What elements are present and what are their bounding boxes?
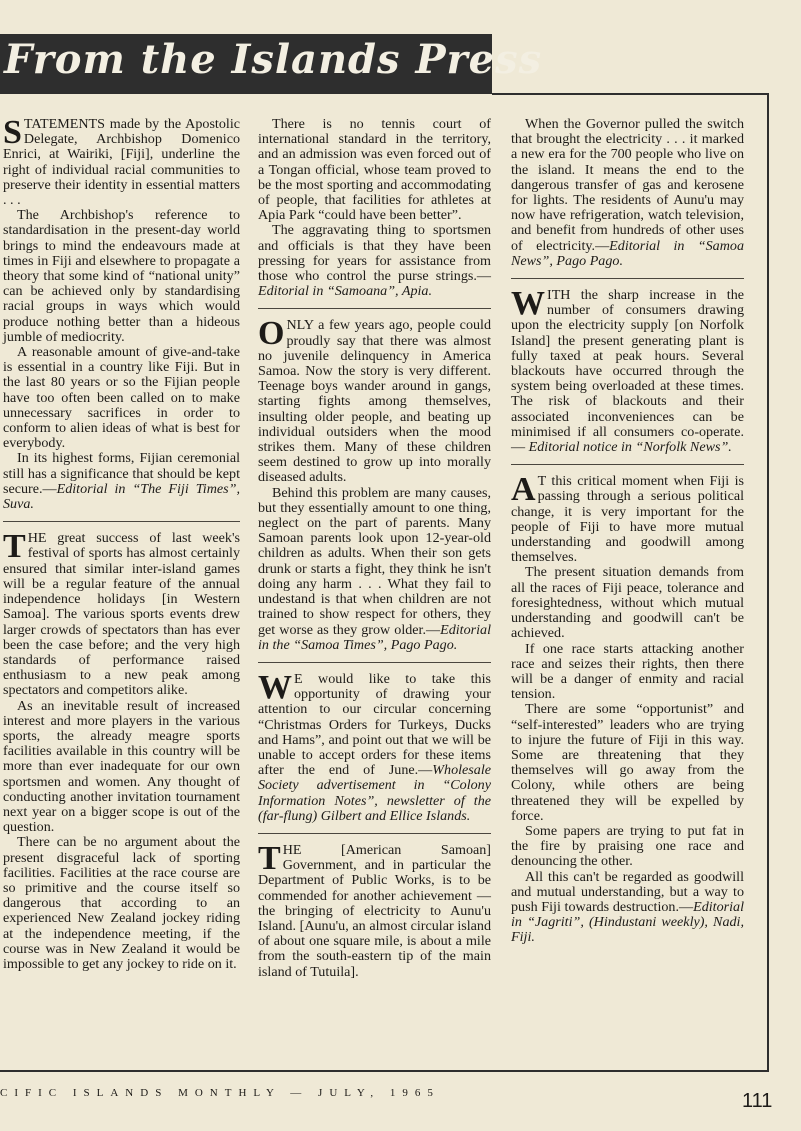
page-title: From the Islands Press <box>4 36 543 83</box>
footer-rule <box>0 1070 769 1072</box>
drop-cap: W <box>258 668 292 706</box>
source-credit: Editorial in “Jagriti”, (Hindustani weekly), Nadi, Fiji. <box>511 898 744 946</box>
paragraph: Behind this problem are many causes, but they essentially amount to one thing, neglect on the part of parents. Many Samoan parents look upon 12-year-old children as adults. When their son gets drunk or starts a fight, they think he isn't doing any harm . . . What they fail to undestand is that when children are not trained to show respect for others, they get worse as they grow older.—Editorial in the “Samoa Times”, Pago Pago. <box>258 484 491 653</box>
drop-cap: T <box>3 528 26 566</box>
column-2 <box>258 117 491 989</box>
paragraph: TATEMENTS made by the Apostolic Delegate, Archbishop Domenico Enrici, at Wairiki, [Fiji], underline the right of individual racial communities to preserve their identity in essential matters . . . <box>3 116 240 209</box>
paragraph: There are some “opportunist” and “self-interested” leaders who are trying to injure the future of Fiji in this way. Some are threatening that they themselves will go away from the Colony, while others are being threatened they will be expelled by force. <box>511 701 744 824</box>
paragraph: T this critical moment when Fiji is passing through a serious political change, it is very important for the people of Fiji to have more mutual understanding and goodwill among themselves. <box>511 473 744 566</box>
article-divider <box>258 833 491 834</box>
paragraph: NLY a few years ago, people could proudly say that there was almost no juvenile delinquency in America Samoa. Now the story is very different. Teenage boys wander around in gangs, starting fights among themselves, insulting older people, and beating up individual outsiders when the mood strikes them. Many of these children seem destined to grow up into morally diseased adults. <box>258 317 491 486</box>
header-rule <box>492 93 767 95</box>
paragraph: The aggravating thing to sportsmen and officials is that they have been pressing for years for assistance from those who control the purse strings.—Editorial in “Samoana”, Apia. <box>258 222 491 300</box>
source-credit: Editorial notice in “Norfolk News”. <box>528 439 732 456</box>
paragraph: All this can't be regarded as goodwill and mutual understanding, but a way to push Fiji towards destruction.—Editorial in “Jagriti”, (Hindustani weekly), Nadi, Fiji. <box>511 868 744 946</box>
paragraph: If one race starts attacking another race and seizes their rights, then there will be a danger of enmity and racial tension. <box>511 640 744 703</box>
source-credit: Editorial in the “Samoa Times”, Pago Pago. <box>258 621 491 653</box>
article-divider <box>258 308 491 309</box>
source-credit: Editorial in “Samoa News”, Pago Pago. <box>511 237 744 269</box>
drop-cap: W <box>511 285 545 323</box>
article-divider <box>511 464 744 465</box>
article-divider <box>3 521 240 522</box>
article-samoa-news-continued <box>511 117 744 269</box>
article-fiji-times <box>3 114 240 513</box>
source-credit: Wholesale Society advertisement in “Colony Information Notes”, newsletter of the (far-flung) Gilbert and Ellice Islands. <box>258 762 491 824</box>
paragraph: ITH the sharp increase in the number of consumers drawing upon the electricity supply [on Norfolk Island] the present generating plant is fully taxed at peak hours. Several blackouts have occurred through the system being overloaded at these times. The risk of blackouts and their associated inconveniences can be minimised if all consumers co-operate. — Editorial notice in “Norfolk News”. <box>511 287 744 456</box>
source-credit: Editorial in “Samoana”, Apia. <box>258 283 432 300</box>
article-colony-notes <box>258 668 491 824</box>
right-border-rule <box>767 93 769 1071</box>
article-samoa-news <box>258 839 491 980</box>
running-footer: CIFIC ISLANDS MONTHLY — JULY, 1965 <box>0 1087 440 1099</box>
paragraph: HE great success of last week's festival of sports has almost certainly ensured that similar inter-island games will be a regular feature of the annual independence holidays [in Western Samoa]. The various sports events drew larger crowds of spectators than has ever been the case before; and the very high standards of performance raised enthusiasm to a new peak among spectators and competitors alike. <box>3 530 240 699</box>
paragraph: The present situation demands from all the races of Fiji peace, tolerance and foresightedness, without which mutual understanding and goodwill can't be achieved. <box>511 564 744 642</box>
paragraph: As an inevitable result of increased interest and more players in the various sports, the already meagre sports facilities available in this country will be more than ever inadequate for our own sportsmen and women. Any thought of conducting another invitation tournament next year on a bigger scope is out of the question. <box>3 697 240 836</box>
drop-cap: T <box>258 839 281 877</box>
paragraph: The Archbishop's reference to standardisation in the present-day world brings to mind the endeavours made at times in Fiji and elsewhere to propagate a theory that some kind of “national unity” can be achieved only by standardising racial groups in ways which would produce nothing better than a hideous jumble of mediocrity. <box>3 207 240 345</box>
article-divider <box>258 662 491 663</box>
paragraph: In its highest forms, Fijian ceremonial still has a significance that should be kept secure.—Editorial in “The Fiji Times”, Suva. <box>3 450 240 513</box>
drop-cap: S <box>3 114 22 151</box>
paragraph: Some papers are trying to put fat in the fire by praising one race and denouncing the other. <box>511 822 744 870</box>
page-number: 111 <box>742 1090 773 1112</box>
paragraph: A reasonable amount of give-and-take is essential in a country like Fiji. But in the last 80 years or so the Fijian people have too often been called on to make unnecessary sacrifices in order to conform to alien ideas of what is best for everybody. <box>3 344 240 452</box>
paragraph: There is no tennis court of international standard in the territory, and an admission was even forced out of a Tongan official, whose team proved to be the most sporting and accommodating of people, that facilities for athletes at Apia Park “could have been better”. <box>258 116 491 224</box>
paragraph: When the Governor pulled the switch that brought the electricity . . . it marked a new era for the 700 people who live on the island. It means the end to the dangerous transfer of gas and kerosene for lights. The residents of Aunu'u may now have refrigeration, watch television, and benefit from hundreds of other uses of electricity.—Editorial in “Samoa News”, Pago Pago. <box>511 116 744 269</box>
article-norfolk-news <box>511 285 744 456</box>
paragraph: There can be no argument about the present disgraceful lack of sporting facilities. Facilities at the race course are so primitive and the course itself so dangerous that according to an experienced New Zealand jockey riding at the independence meeting, if the course was in New Zealand it would be impossible to get any jockey to ride on it. <box>3 834 240 972</box>
column-1 <box>3 114 240 981</box>
article-divider <box>511 278 744 279</box>
column-3 <box>511 117 744 955</box>
article-samoa-times <box>258 315 491 653</box>
drop-cap: A <box>511 471 536 509</box>
source-credit: Editorial in “The Fiji Times”, Suva. <box>3 480 240 513</box>
paragraph: E would like to take this opportunity of drawing your attention to our circular concerning “Christmas Orders for Turkeys, Ducks and Hams”, and point out that we will be unable to accept orders for these items after the end of June.—Wholesale Society advertisement in “Colony Information Notes”, newsletter of the (far-flung) Gilbert and Ellice Islands. <box>258 670 491 824</box>
article-samoana <box>3 528 240 972</box>
drop-cap: O <box>258 315 285 353</box>
paragraph: HE [American Samoan] Government, and in particular the Department of Public Works, is to be commended for another achievement — the bringing of electricity to Aunu'u Island. [Aunu'u, an almost circular island of about one square mile, is about a mile from the south-eastern tip of the main island of Tutuila]. <box>258 841 491 980</box>
article-samoana-continued <box>258 117 491 299</box>
article-jagriti <box>511 471 744 946</box>
